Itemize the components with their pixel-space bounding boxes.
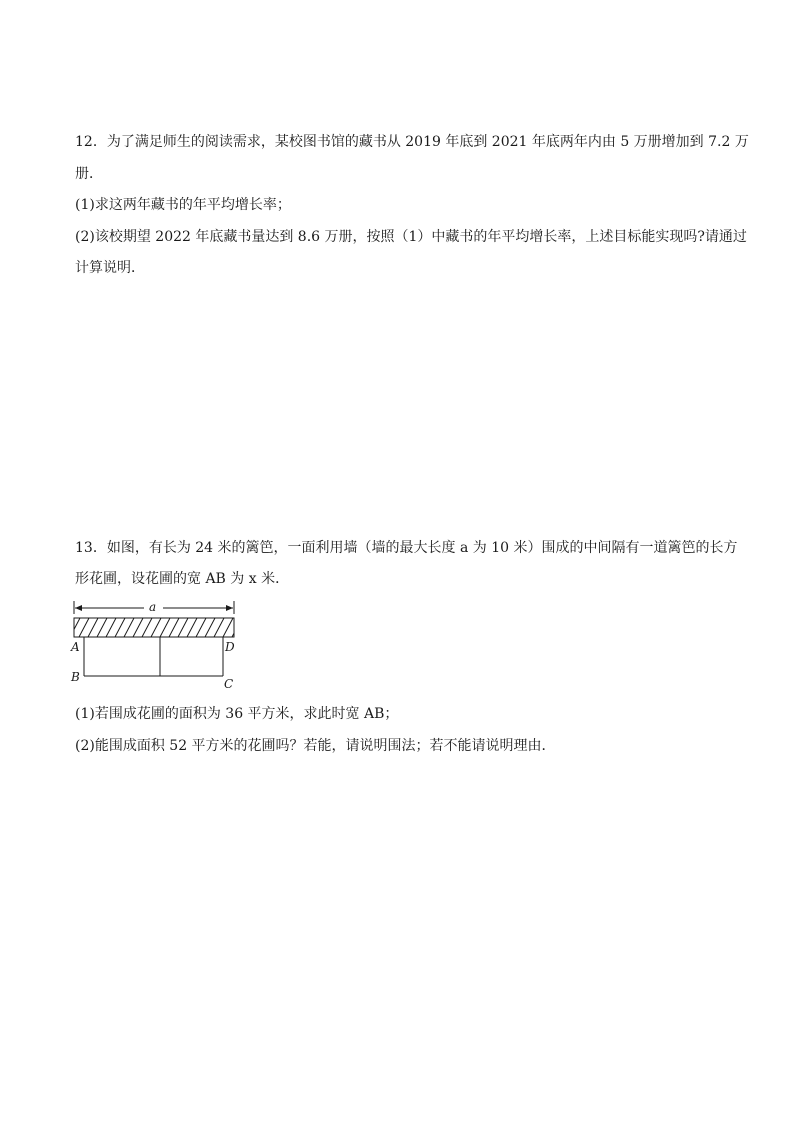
- q12-text-line1: 12．为了满足师生的阅读需求，某校图书馆的藏书从 2019 年底到 2021 年底两年内由 5 万册增加到 7.2 万: [75, 134, 749, 150]
- q12-text-line2: 册．: [75, 166, 103, 182]
- garden-fence-figure: [66, 598, 246, 693]
- label-vertex-b: B: [71, 670, 80, 684]
- arrowhead-left-icon: [75, 605, 82, 611]
- q12-part2-line2: 计算说明．: [75, 260, 145, 276]
- q13-text-line2: 形花圃，设花圃的宽 AB 为 x 米．: [75, 571, 290, 587]
- q12-part2-line1: (2)该校期望 2022 年底藏书量达到 8.6 万册，按照（1）中藏书的年平均增长率，上述目标能实现吗?请通过: [75, 229, 747, 245]
- q13-text-line1: 13．如图，有长为 24 米的篱笆，一面利用墙（墙的最大长度 a 为 10 米）围成的中间隔有一道篱笆的长方: [75, 540, 738, 556]
- q13-part1: (1)若围成花圃的面积为 36 平方米，求此时宽 AB；: [75, 706, 399, 722]
- wall-hatching: [70, 618, 242, 637]
- arrowhead-right-icon: [226, 605, 233, 611]
- label-a: a: [149, 600, 157, 614]
- label-vertex-d: D: [225, 640, 235, 654]
- q13-part2: (2)能围成面积 52 平方米的花圃吗？若能，请说明围法；若不能请说明理由．: [75, 738, 556, 754]
- q12-part1: (1)求这两年藏书的年平均增长率；: [75, 197, 291, 213]
- label-vertex-a: A: [71, 640, 80, 654]
- label-vertex-c: C: [224, 677, 234, 691]
